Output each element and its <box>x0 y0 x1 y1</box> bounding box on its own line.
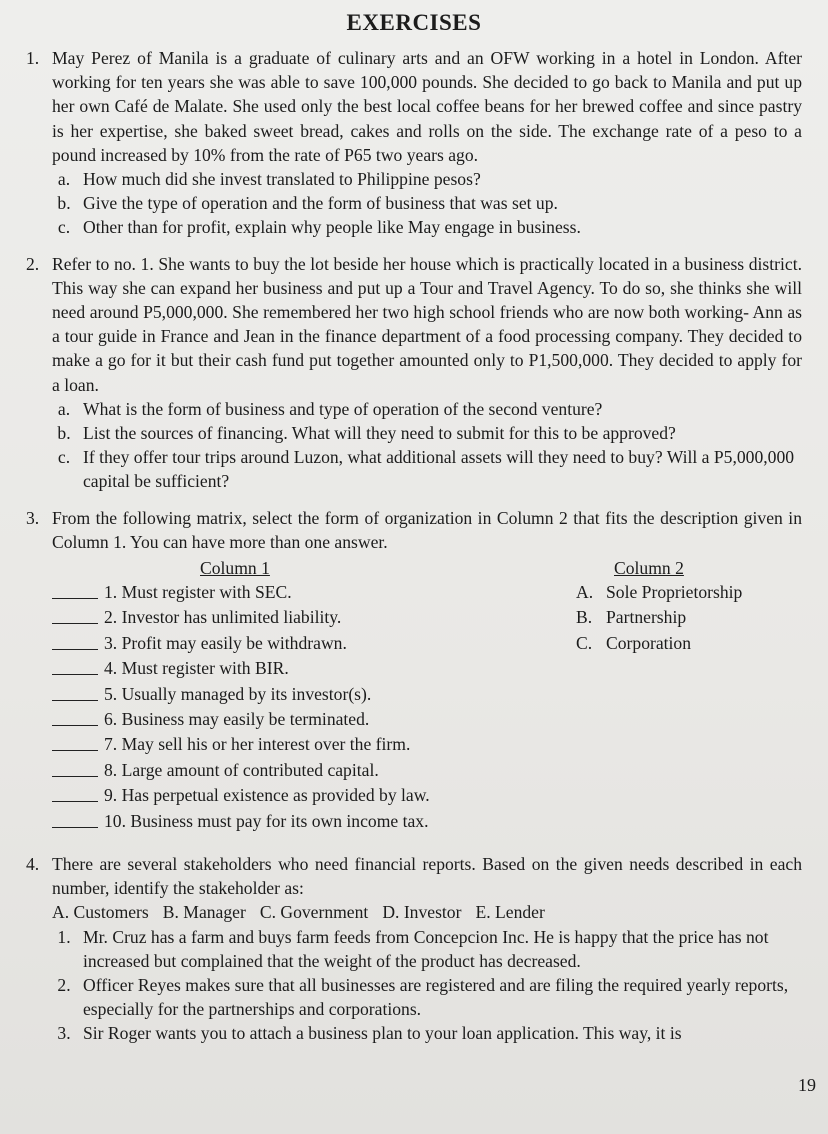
sub-question <box>52 191 802 215</box>
choice: A. Customers <box>52 902 149 923</box>
matrix-row <box>52 605 802 630</box>
sub-question <box>52 445 802 493</box>
exercise-2 <box>26 252 802 494</box>
row-description: 10. Business must pay for its own income tax. <box>104 810 429 831</box>
row-description: 6. Business may easily be terminated. <box>104 709 370 730</box>
matrix-row <box>52 758 802 783</box>
answer-blank[interactable] <box>52 783 98 802</box>
option-text: Sole Proprietorship <box>606 582 743 603</box>
matrix-row <box>52 631 802 656</box>
exercise-number: 2. <box>26 253 40 274</box>
row-description: 2. Investor has unlimited liability. <box>104 607 342 628</box>
stakeholder-choices <box>52 900 802 924</box>
answer-blank[interactable] <box>52 707 98 726</box>
answer-blank[interactable] <box>52 605 98 624</box>
row-description: 1. Must register with SEC. <box>104 582 292 603</box>
sub-text: Sir Roger wants you to attach a business plan to your loan application. This way, it is <box>83 1023 682 1044</box>
sub-question <box>52 973 802 1021</box>
exercise-number: 1. <box>26 48 40 68</box>
matrix-row <box>52 732 802 757</box>
matrix-row <box>52 809 802 834</box>
sub-text: Give the type of operation and the form of business that was set up. <box>83 193 558 214</box>
answer-blank[interactable] <box>52 656 98 675</box>
sub-question <box>52 397 802 421</box>
matrix-row <box>52 783 802 808</box>
sub-letter: a. <box>57 398 71 419</box>
page-number: 19 <box>798 1075 816 1095</box>
exercise-3 <box>26 506 802 834</box>
exercise-text: Refer to no. 1. She wants to buy the lot beside her house which is practically located in a business district. This way she can expand her business and put up a Tour and Travel Agency. To do so, she thinks she will need around P5,000,000. She remembered her two high school friends who are now both working- Ann as a tour guide in France and Jean in the finance department of a food processing company. They decided to make a go for it but their cash fund put together amounted only to P1,500,000. They decided to apply for a loan. <box>52 253 802 395</box>
sub-text: Mr. Cruz has a farm and buys farm feeds from Concepcion Inc. He is happy that the price has not increased but complained that the weight of the product has decreased. <box>83 926 769 971</box>
sub-letter: b. <box>57 193 71 214</box>
answer-blank[interactable] <box>52 631 98 650</box>
column-2-header: Column 2 <box>614 558 684 579</box>
sub-question <box>52 421 802 445</box>
sub-letter: c. <box>57 447 71 468</box>
sub-question <box>52 215 802 239</box>
row-description: 3. Profit may easily be withdrawn. <box>104 632 347 653</box>
row-description: 5. Usually managed by its investor(s). <box>104 683 372 704</box>
choice: E. Lender <box>475 902 545 923</box>
option-letter: A. <box>576 582 594 603</box>
choice: B. Manager <box>162 902 246 923</box>
answer-blank[interactable] <box>52 732 98 751</box>
sub-letter: 3. <box>57 1023 71 1044</box>
sub-letter: c. <box>57 217 71 238</box>
sub-letter: 2. <box>57 974 71 995</box>
option <box>576 631 691 656</box>
sub-text: What is the form of business and type of operation of the second venture? <box>83 398 603 419</box>
answer-blank[interactable] <box>52 580 98 599</box>
row-description: 8. Large amount of contributed capital. <box>104 759 379 780</box>
exercise-1 <box>26 46 802 240</box>
exercise-4 <box>26 852 802 1046</box>
option-text: Partnership <box>606 607 687 628</box>
option-text: Corporation <box>606 632 692 653</box>
answer-blank[interactable] <box>52 809 98 828</box>
matrix-row <box>52 656 802 681</box>
choice: C. Government <box>259 902 369 923</box>
sub-text: Other than for profit, explain why people like May engage in business. <box>83 217 581 238</box>
sub-text: Officer Reyes makes sure that all businesses are registered and are filing the required yearly reports, especially for the partnerships and corporations. <box>83 974 789 1020</box>
sub-question <box>52 925 802 973</box>
matrix-row <box>52 682 802 707</box>
exercise-text: May Perez of Manila is a graduate of culinary arts and an OFW working in a hotel in London. After working for ten years she was able to save 100,000 pounds. She decided to go back to Manila and put up her own Café de Malate. She used only the best local coffee beans for her brewed coffee and since pastry is her expertise, she baked sweet bread, cakes and rolls on the side. The exchange rate of a peso to a pound increased by 10% from the rate of P65 two years ago. <box>52 48 802 165</box>
row-description: 4. Must register with BIR. <box>104 658 289 679</box>
sub-text: How much did she invest translated to Philippine pesos? <box>83 169 481 190</box>
option-letter: C. <box>576 632 593 653</box>
page-title: EXERCISES <box>346 10 482 35</box>
answer-blank[interactable] <box>52 682 98 701</box>
sub-question <box>52 1021 802 1045</box>
sub-text: If they offer tour trips around Luzon, what additional assets will they need to buy? Will a P5,000,000 capital be sufficient? <box>83 447 795 492</box>
option <box>576 580 742 605</box>
exercise-number: 3. <box>26 507 40 528</box>
exercise-number: 4. <box>26 853 40 874</box>
choice: D. Investor <box>382 902 462 923</box>
sub-letter: b. <box>57 423 71 444</box>
option-letter: B. <box>576 607 593 628</box>
row-description: 7. May sell his or her interest over the firm. <box>104 734 411 755</box>
exercise-text: From the following matrix, select the form of organization in Column 2 that fits the description given in Column 1. You can have more than one answer. <box>52 507 802 552</box>
matrix-row <box>52 707 802 732</box>
sub-question <box>52 167 802 191</box>
matrix-row <box>52 580 802 605</box>
sub-letter: a. <box>57 169 71 190</box>
sub-letter: 1. <box>57 926 71 947</box>
row-description: 9. Has perpetual existence as provided by law. <box>104 785 430 806</box>
sub-text: List the sources of financing. What will they need to submit for this to be approved? <box>83 423 676 444</box>
answer-blank[interactable] <box>52 758 98 777</box>
exercise-text: There are several stakeholders who need financial reports. Based on the given needs described in each number, identify the stakeholder as: <box>52 853 802 899</box>
column-1-header: Column 1 <box>200 558 270 579</box>
matching-matrix <box>52 556 802 834</box>
option <box>576 605 686 630</box>
